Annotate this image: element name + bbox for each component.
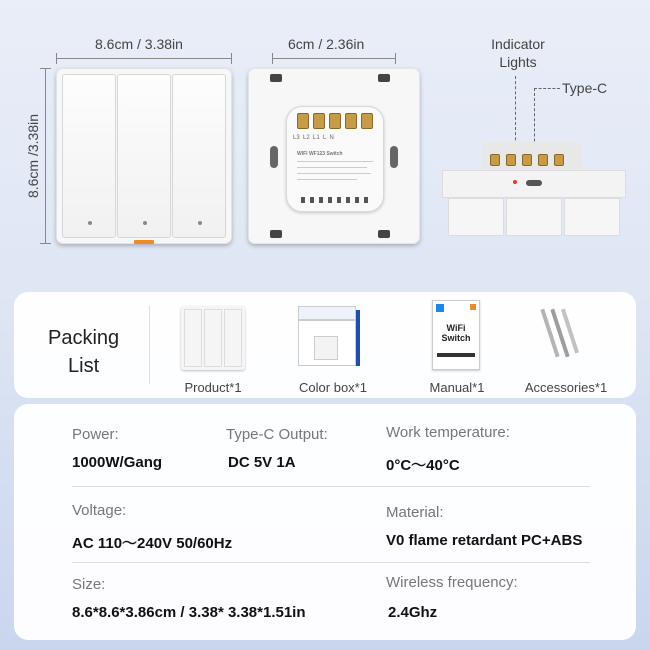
voltage-value: AC 110～240V 50/60Hz [72,535,233,552]
typec-output-value: DC 5V 1A [228,454,296,471]
specs-panel [14,404,636,640]
back-width-line [272,58,396,59]
voltage-label: Voltage: [72,502,127,519]
indicator-led [513,180,517,184]
front-height-line [45,68,46,244]
orange-tab [134,240,154,244]
packing-title: Packing List [48,327,120,377]
mount-slot [270,146,278,168]
power-label: Power: [72,426,119,443]
front-width-line [56,58,232,59]
mount-tab [378,74,390,82]
material-label: Material: [386,504,444,521]
packing-item-label: Manual*1 [429,380,485,395]
packing-product-image [181,306,245,370]
material-value: V0 flame retardant PC+ABS [386,532,583,549]
packing-list-panel [14,292,636,398]
indicator-lights-callout: Indicator Lights [491,36,545,70]
wireless-frequency-value: 2.4Ghz [388,604,438,621]
front-width-label: 8.6cm / 3.38in [95,36,183,52]
module-title: WIFI WF123 Switch [297,151,343,157]
divider [72,562,590,563]
packing-colorbox-image [298,306,360,368]
wireless-frequency-label: Wireless frequency: [386,574,518,591]
gang-button-1 [62,74,116,238]
switch-back-view [248,68,420,244]
packing-item-label: Accessories*1 [524,380,608,395]
front-height-label: 8.6cm /3.38in [25,113,41,199]
packing-manual-image: WiFi Switch [432,300,480,370]
divider [72,486,590,487]
size-label: Size: [72,576,106,593]
terminal-labels: L3 L2 L1 L N [293,135,334,141]
gang-button-3 [172,74,226,238]
mount-tab [270,230,282,238]
work-temperature-value: 0°C～40°C [386,457,460,474]
size-value: 8.6*8.6*3.86cm / 3.38* 3.38*1.51in [72,604,306,621]
mount-tab [270,74,282,82]
back-width-label: 6cm / 2.36in [288,36,365,52]
relay-module [286,106,384,212]
led-dot [88,221,92,225]
work-temperature-label: Work temperature: [386,424,510,441]
mount-slot [390,146,398,168]
gang-button-2 [117,74,171,238]
type-c-port [526,180,542,186]
packing-accessories-image [544,306,584,362]
typec-output-label: Type-C Output: [226,426,328,443]
switch-front-view [56,68,232,244]
mount-tab [378,230,390,238]
power-value: 1000W/Gang [72,454,163,471]
packing-item-label: Product*1 [184,380,242,395]
switch-side-view [442,170,626,236]
led-dot [198,221,202,225]
led-dot [143,221,147,225]
packing-item-label: Color box*1 [299,380,367,395]
type-c-callout: Type-C [562,80,608,96]
